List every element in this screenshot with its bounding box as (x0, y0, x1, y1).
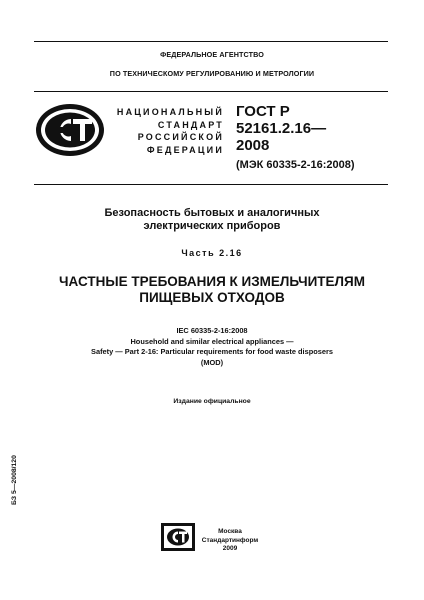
title-line-2: электрических приборов (143, 220, 281, 232)
mek-reference: (МЭК 60335-2-16:2008) (236, 159, 355, 171)
standard-type-line-4: ФЕДЕРАЦИИ (146, 144, 224, 155)
gost-r-logo (34, 102, 106, 158)
edition-label: Издание официальное (173, 398, 251, 405)
publisher-year: 2009 (222, 545, 238, 552)
title-line-1: Безопасность бытовых и аналогичных (104, 207, 320, 219)
iec-mod: (MOD) (200, 357, 224, 367)
standard-rule (34, 184, 388, 185)
standard-type-line-1: НАЦИОНАЛЬНЫЙ (116, 107, 224, 117)
side-code: БЗ 5—2008/120 (11, 455, 18, 505)
publisher-name: Стандартинформ (201, 536, 259, 544)
agency-line-1: ФЕДЕРАЛЬНОЕ АГЕНТСТВО (160, 50, 264, 59)
iec-line-1: Household and similar electrical appliances — (130, 336, 294, 346)
part-label: Часть 2.16 (181, 248, 243, 258)
standard-year: 2008 (236, 137, 270, 154)
agency-line-2: ПО ТЕХНИЧЕСКОМУ РЕГУЛИРОВАНИЮ И МЕТРОЛОГИИ (109, 69, 315, 78)
standard-number: 52161.2.16— (236, 120, 327, 137)
main-title-line-1: ЧАСТНЫЕ ТРЕБОВАНИЯ К ИЗМЕЛЬЧИТЕЛЯМ (59, 274, 365, 289)
standartinform-logo (160, 522, 196, 552)
top-rule (34, 41, 388, 42)
iec-line-2: Safety — Part 2-16: Particular requirements for food waste disposers (91, 347, 333, 356)
header-rule (34, 91, 388, 92)
main-title-line-2: ПИЩЕВЫХ ОТХОДОВ (139, 290, 285, 305)
iec-code: IEC 60335-2-16:2008 (176, 326, 248, 335)
standard-type-line-3: РОССИЙСКОЙ (137, 132, 224, 142)
publisher-city: Москва (218, 528, 242, 535)
standard-type-line-2: СТАНДАРТ (157, 119, 224, 130)
gost-label: ГОСТ Р (236, 103, 290, 120)
